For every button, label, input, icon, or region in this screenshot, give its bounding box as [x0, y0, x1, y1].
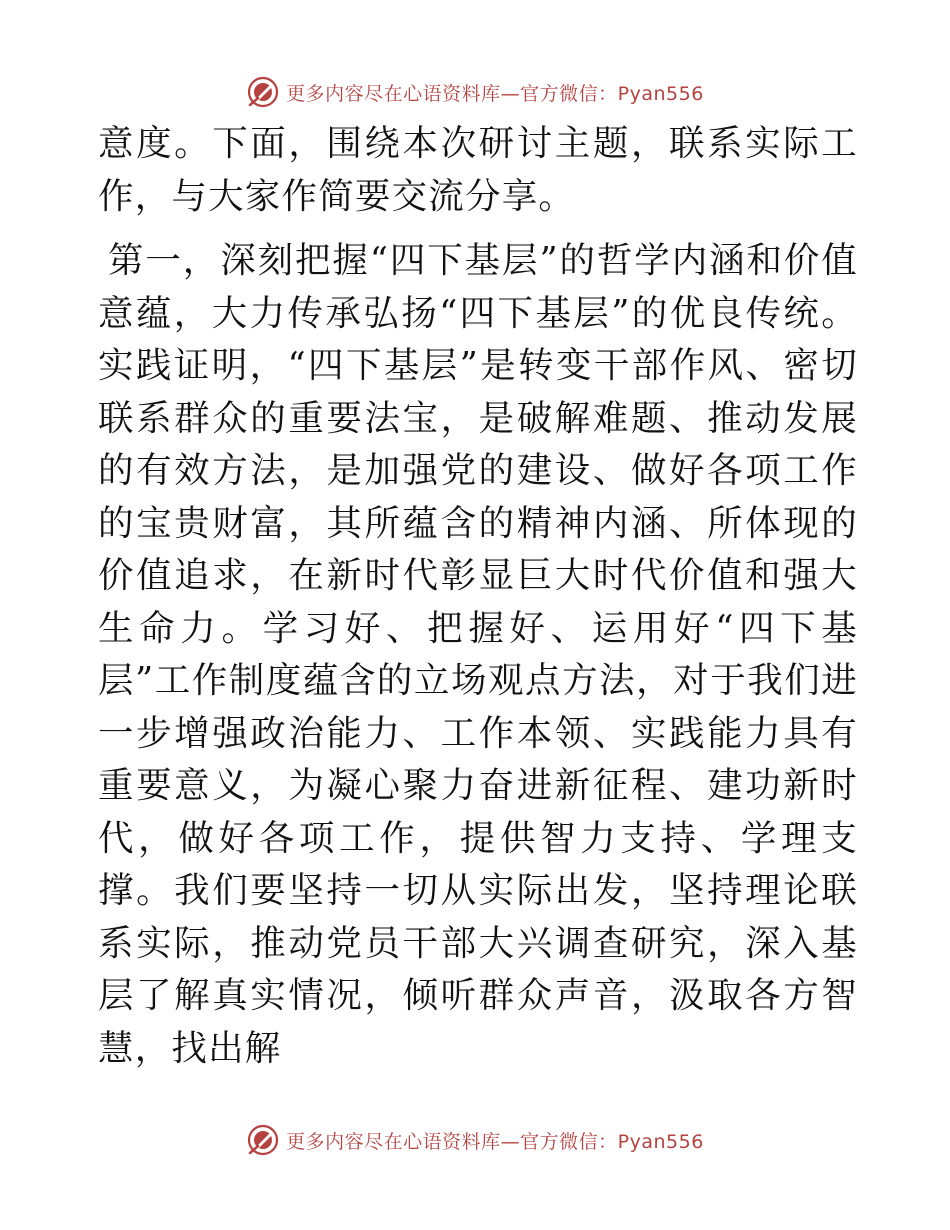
header-watermark-text: 更多内容尽在心语资料库—官方微信：Pyan556: [286, 82, 704, 105]
header-watermark: [0, 72, 950, 112]
footer-watermark-text: 更多内容尽在心语资料库—官方微信：Pyan556: [286, 1130, 704, 1153]
paragraph-1: 意度。下面，围绕本次研讨主题，联系实际工作，与大家作简要交流分享。: [98, 123, 858, 217]
pen-logo-icon: [246, 75, 280, 109]
document-body: [98, 118, 858, 1075]
pen-logo-icon: [246, 1123, 280, 1157]
footer-watermark: [0, 1120, 950, 1160]
paragraph-2: 第一，深刻把握“四下基层”的哲学内涵和价值意蕴，大力传承弘扬“四下基层”的优良传统。实践证明，“四下基层”是转变干部作风、密切联系群众的重要法宝，是破解难题、推动发展的有效方法，是加强党的建设、做好各项工作的宝贵财富，其所蕴含的精神内涵、所体现的价值追求，在新时代彰显巨大时代价值和强大生命力。学习好、把握好、运用好“四下基层”工作制度蕴含的立场观点方法，对于我们进一步增强政治能力、工作本领、实践能力具有重要意义，为凝心聚力奋进新征程、建功新时代，做好各项工作，提供智力支持、学理支撑。我们要坚持一切从实际出发，坚持理论联系实际，推动党员干部大兴调查研究，深入基层了解真实情况，倾听群众声音，汲取各方智慧，找出解: [98, 240, 858, 1069]
